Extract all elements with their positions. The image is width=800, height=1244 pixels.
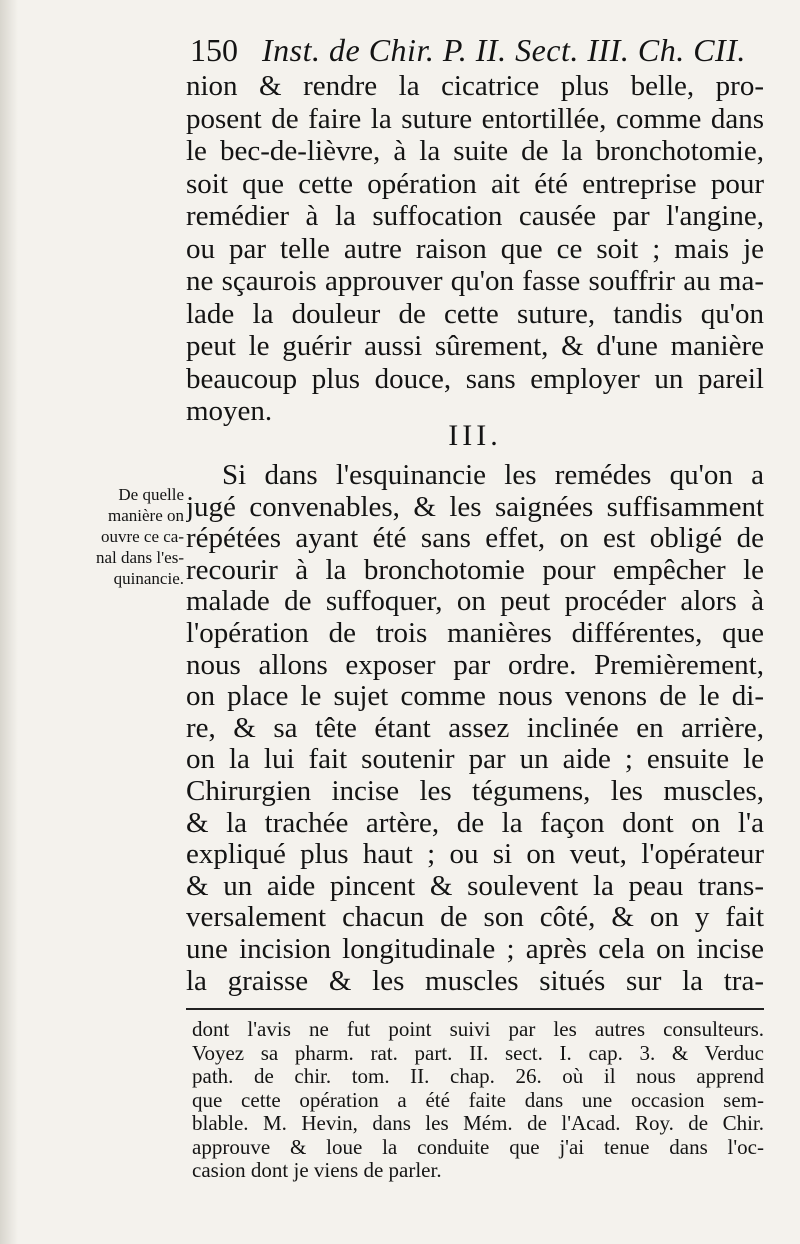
text-line: re, & sa tête étant assez inclinée en arrière, — [186, 712, 764, 744]
text-line: nous allons exposer par ordre. Premièrement, — [186, 649, 764, 681]
footnote-line: dont l'avis ne fut point suivi par les autres consulteurs. — [192, 1018, 764, 1041]
text-line: l'opération de trois manières différentes, que — [186, 617, 764, 649]
text-line: on la lui fait soutenir par un aide ; ensuite le — [186, 744, 764, 776]
footnote-line: approuve & loue la conduite que j'ai tenue dans l'oc- — [192, 1135, 764, 1159]
margin-note — [58, 484, 184, 589]
footnote-rule — [186, 1008, 764, 1010]
margin-note-line: manière on — [108, 506, 184, 525]
text-line: expliqué plus haut ; ou si on veut, l'opérateur — [186, 839, 764, 871]
footnote-line: Voyez sa pharm. rat. part. II. sect. I. cap. 3. & Verduc — [192, 1041, 764, 1065]
margin-note-line: quinancie. — [113, 569, 184, 588]
running-header — [190, 30, 750, 70]
text-line: on place le sujet comme nous venons de le di- — [186, 681, 764, 713]
text-line: ou par telle autre raison que ce soit ; mais je — [186, 232, 764, 265]
page-number: 150 — [190, 32, 238, 68]
text-line: beaucoup plus douce, sans employer un pareil — [186, 362, 764, 395]
text-line: Chirurgien incise les tégumens, les muscles, — [186, 775, 764, 807]
text-line: moyen. — [186, 395, 273, 427]
text-line: lade la douleur de cette suture, tandis qu'on — [186, 297, 764, 330]
text-line: répétées ayant été sans effet, on est obligé de — [186, 523, 764, 555]
section-number: III. — [448, 419, 502, 452]
margin-note-line: nal dans l'es- — [95, 548, 184, 567]
text-line: & la trachée artère, de la façon dont on l'a — [186, 807, 764, 839]
margin-note-line: De quelle — [118, 485, 184, 504]
text-line: malade de suffoquer, on peut procéder alors à — [186, 586, 764, 618]
text-line: versalement chacun de son côté, & on y fait — [186, 902, 764, 934]
text-line: jugé convenables, & les saignées suffisamment — [186, 491, 764, 523]
running-title: Inst. de Chir. P. II. Sect. III. Ch. CII. — [262, 32, 746, 68]
paragraph-two — [186, 460, 764, 997]
margin-note-line: ouvre ce ca- — [100, 527, 184, 546]
text-line: la graisse & les muscles situés sur la tra- — [186, 965, 764, 997]
text-line: recourir à la bronchotomie pour empêcher le — [186, 554, 764, 586]
text-line: nion & rendre la cicatrice plus belle, pro- — [186, 70, 764, 102]
text-line: Si dans l'esquinancie les remédes qu'on a — [222, 460, 764, 491]
text-line: une incision longitudinale ; après cela on incise — [186, 933, 764, 965]
text-line: & un aide pincent & soulevent la peau trans- — [186, 870, 764, 902]
text-line: soit que cette opération ait été entreprise pour — [186, 167, 764, 200]
footnote-line: path. de chir. tom. II. chap. 26. où il nous apprend — [192, 1065, 764, 1088]
text-line: le bec-de-lièvre, à la suite de la bronchotomie, — [186, 135, 764, 167]
paragraph-one — [186, 70, 764, 428]
text-line: remédier à la suffocation causée par l'angine, — [186, 200, 764, 232]
text-line: peut le guérir aussi sûrement, & d'une manière — [186, 330, 764, 362]
text-line: posent de faire la suture entortillée, comme dans — [186, 102, 764, 135]
footnote-line: blable. M. Hevin, dans les Mém. de l'Acad. Roy. de Chir. — [192, 1112, 764, 1135]
footnote — [192, 1018, 764, 1183]
footnote-line: casion dont je viens de parler. — [192, 1159, 442, 1182]
text-line: ne sçaurois approuver qu'on fasse souffrir au ma- — [186, 265, 764, 297]
footnote-line: que cette opération a été faite dans une occasion sem- — [192, 1088, 764, 1112]
